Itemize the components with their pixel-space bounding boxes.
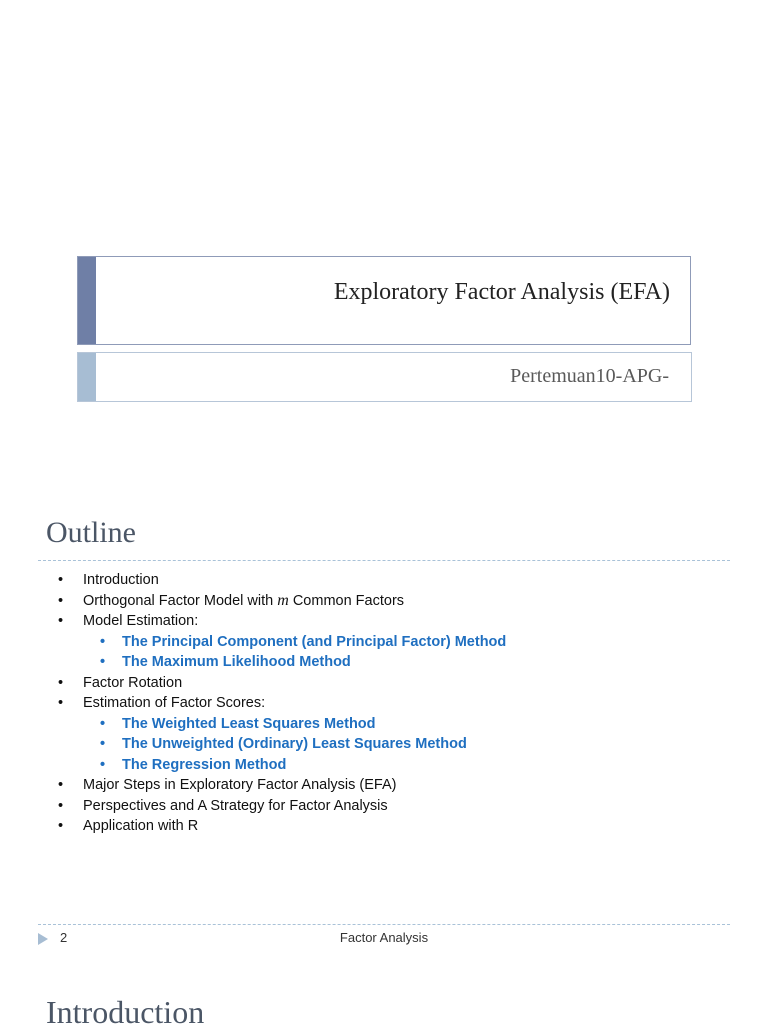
- list-item: • Perspectives and A Strategy for Factor Analysis: [0, 796, 768, 817]
- list-item: • The Weighted Least Squares Method: [0, 714, 768, 735]
- list-item: • The Maximum Likelihood Method: [0, 652, 768, 673]
- title-slide: [0, 0, 768, 460]
- title-accent-bar: [78, 257, 96, 344]
- list-item: • The Unweighted (Ordinary) Least Squares Method: [0, 734, 768, 755]
- slide-subtitle: Pertemuan10-APG-: [510, 365, 669, 387]
- list-item: • Application with R: [0, 816, 768, 837]
- list-item: • The Principal Component (and Principal Factor) Method: [0, 632, 768, 653]
- title-box: [77, 256, 691, 345]
- outline-heading: Outline: [46, 516, 136, 549]
- introduction-heading: Introduction: [46, 994, 205, 1030]
- list-item: • Factor Rotation: [0, 673, 768, 694]
- list-item: • Major Steps in Exploratory Factor Analysis (EFA): [0, 775, 768, 796]
- list-item: • Estimation of Factor Scores:: [0, 693, 768, 714]
- list-item-text: Orthogonal Factor Model with: [83, 592, 278, 609]
- list-item-text: Common Factors: [288, 592, 405, 609]
- page-number: 2: [60, 930, 68, 945]
- list-item: • The Regression Method: [0, 755, 768, 776]
- subtitle-accent-bar: [78, 353, 96, 401]
- math-symbol: m: [277, 591, 289, 609]
- outline-list: [0, 570, 768, 837]
- footer-divider: [38, 924, 730, 925]
- heading-divider: [38, 560, 730, 561]
- list-item: • Introduction: [0, 570, 768, 591]
- footer-title: Factor Analysis: [339, 930, 429, 945]
- list-item: • Model Estimation:: [0, 611, 768, 632]
- list-item: [0, 591, 768, 612]
- slide-title: Exploratory Factor Analysis (EFA): [333, 279, 670, 305]
- subtitle-box: [77, 352, 692, 402]
